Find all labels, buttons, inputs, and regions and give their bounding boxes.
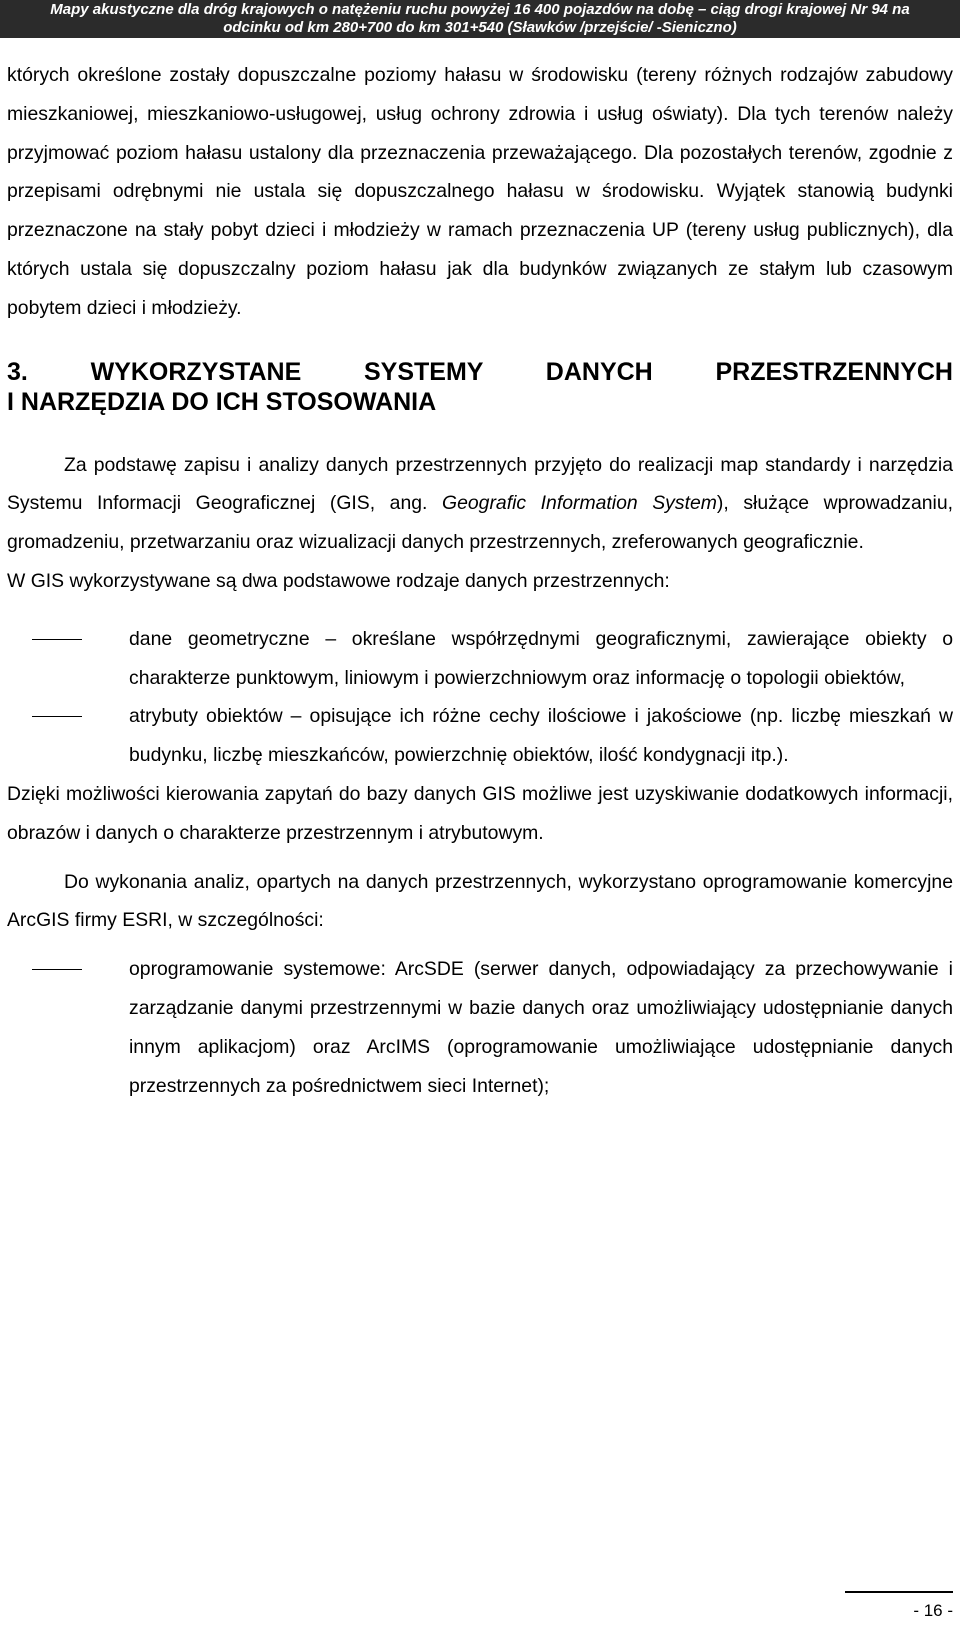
paragraph-gis-intro (7, 446, 953, 562)
running-header-line-1: Mapy akustyczne dla dróg krajowych o natężeniu ruchu powyżej 16 400 pojazdów na dobę – ciąg drogi krajowej Nr 94 na (50, 1, 910, 18)
list-item (7, 950, 953, 1105)
data-types-list (7, 620, 953, 775)
page-number: - 16 - (913, 1601, 953, 1620)
paragraph-software: Do wykonania analiz, opartych na danych przestrzennych, wykorzystano oprogramowanie komercyjne ArcGIS firmy ESRI, w szczególności: (7, 870, 953, 932)
section-heading-line-2: I NARZĘDZIA DO ICH STOSOWANIA (7, 387, 437, 416)
paragraph-gis-queries: Dzięki możliwości kierowania zapytań do bazy danych GIS możliwe jest uzyskiwanie dodatkowych informacji, obrazów i danych o charakterze przestrzennym i atrybutowym. (7, 782, 953, 844)
paragraph-data-types-lead: W GIS wykorzystywane są dwa podstawowe rodzaje danych przestrzennych: (7, 569, 670, 592)
footer-rule (845, 1591, 953, 1593)
gis-intro-text-b: ), służące wprowadzaniu, gromadzeniu, przetwarzaniu oraz wizualizacji danych przestrzennych, zreferowanych geograficznie. (7, 492, 954, 554)
section-heading-line-1: 3. WYKORZYSTANE SYSTEMY DANYCH PRZESTRZENNYCH (7, 357, 953, 386)
paragraph-noise-levels: których określone zostały dopuszczalne poziomy hałasu w środowisku (tereny różnych rodzajów zabudowy mieszkaniowej, mieszkaniowo-usługowej, usług ochrony zdrowia i usług oświaty). Dla tych terenów należy przyjmować poziom hałasu ustalony dla przeznaczenia przeważającego. Dla pozostałych terenów, zgodnie z przepisami odrębnymi nie ustala się dopuszczalnego hałasu w środowisku. Wyjątek stanowią budynki przeznaczone na stały pobyt dzieci i młodzieży w ramach przeznaczenia UP (tereny usług publicznych), dla których ustala się dopuszczalny poziom hałasu jak dla budynków związanych ze stałym lub czasowym pobytem dzieci i młodzieży. (7, 64, 953, 319)
list-item-text: dane geometryczne – określane współrzędnymi geograficznymi, zawierające obiekty o charakterze punktowym, liniowym i powierzchniowym oraz informację o topologii obiektów, (129, 627, 953, 689)
running-header (0, 0, 960, 38)
gis-intro-english-term: Geografic Information System (442, 492, 717, 515)
running-header-line-2: odcinku od km 280+700 do km 301+540 (Sławków /przejście/ -Sieniczno) (223, 19, 737, 36)
gis-intro-text-a: Za podstawę zapisu i analizy danych przestrzennych przyjęto do realizacji map standardy i narzędzia Systemu Informacji Geograficznej (GIS, ang. (7, 453, 953, 515)
list-item-text: atrybuty obiektów – opisujące ich różne cechy ilościowe i jakościowe (np. liczbę mieszkań w budynku, liczbę mieszkańców, powierzchnię obiektów, ilość kondygnacji itp.). (129, 705, 953, 767)
document-body (7, 56, 953, 1105)
section-heading (7, 357, 953, 417)
list-item (7, 697, 953, 775)
software-list (7, 950, 953, 1105)
list-item-text: oprogramowanie systemowe: ArcSDE (serwer danych, odpowiadający za przechowywanie i zarządzanie danymi przestrzennymi w bazie danych oraz umożliwiający udostępnianie danych innym aplikacjom) oraz ArcIMS (oprogramowanie umożliwiające udostępnianie danych przestrzennych za pośrednictwem sieci Internet); (129, 958, 953, 1097)
list-item (7, 620, 953, 698)
